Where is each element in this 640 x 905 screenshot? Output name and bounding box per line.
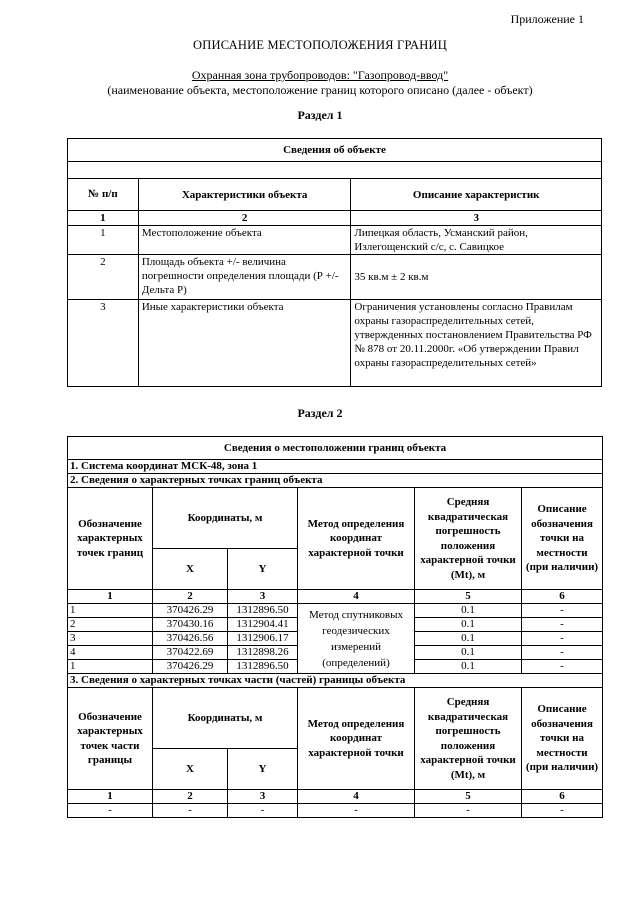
header-x: X [153,549,228,590]
parts-header-method: Метод определения координат характерной точки [298,688,415,790]
parts-header-y: Y [228,749,298,790]
point-y: 1312896.50 [228,604,298,618]
parts-cell: - [415,804,522,818]
table-row [68,804,603,818]
object-info-table-title: Сведения об объекте [68,139,602,162]
header-error: Средняя квадратическая погрешность положения характерной точки (Mt), м [415,488,522,590]
row-name: Местоположение объекта [138,226,351,255]
col-number-4: 4 [298,590,415,604]
parts-cell: - [153,804,228,818]
point-id: 1 [68,660,153,674]
point-x: 370426.29 [153,604,228,618]
header-description: Описание обозначения точки на местности (при наличии) [522,488,603,590]
parts-header-description: Описание обозначения точки на местности (при наличии) [522,688,603,790]
boundary-table-title: Сведения о местоположении границ объекта [68,437,603,460]
point-error: 0.1 [415,632,522,646]
parts-section-title: 3. Сведения о характерных точках части (частей) границы объекта [68,674,603,688]
parts-cell: - [522,804,603,818]
object-name-note: (наименование объекта, местоположение границ которого описано (далее - объект) [107,83,533,97]
method-cell: Метод спутниковых геодезических измерений (определений) [298,604,415,674]
header-designation: Обозначение характерных точек границ [68,488,153,590]
col-number-6: 6 [522,590,603,604]
object-name-text: Охранная зона трубопроводов: "Газопровод-ввод" [191,68,449,82]
parts-cell: - [298,804,415,818]
parts-header-coords: Координаты, м [153,688,298,749]
point-desc: - [522,604,603,618]
row-desc: Липецкая область, Усманский район, Излегощенский с/с, с. Савицкое [351,226,602,255]
row-num: 2 [68,255,139,300]
points-section-title: 2. Сведения о характерных точках границ объекта [68,474,603,488]
row-desc: 35 кв.м ± 2 кв.м [351,255,602,300]
col-number-1: 1 [68,790,153,804]
col-header-characteristics: Характеристики объекта [138,179,351,211]
point-desc: - [522,646,603,660]
col-number-5: 5 [415,590,522,604]
col-number-1: 1 [68,211,139,226]
point-error: 0.1 [415,660,522,674]
header-y: Y [228,549,298,590]
row-name: Иные характеристики объекта [138,300,351,387]
parts-cell: - [228,804,298,818]
point-id: 1 [68,604,153,618]
document-title: ОПИСАНИЕ МЕСТОПОЛОЖЕНИЯ ГРАНИЦ [193,38,447,52]
boundary-table [67,436,603,818]
row-num: 1 [68,226,139,255]
parts-header-x: X [153,749,228,790]
section-1-title: Раздел 1 [297,108,343,122]
object-name [0,68,640,83]
col-header-description: Описание характеристик [351,179,602,211]
parts-header-error: Средняя квадратическая погрешность положения характерной точки (Mt), м [415,688,522,790]
point-desc: - [522,632,603,646]
section-2-title: Раздел 2 [297,406,343,420]
col-number-6: 6 [522,790,603,804]
spacer-row [68,162,602,179]
point-x: 370422.69 [153,646,228,660]
point-error: 0.1 [415,604,522,618]
point-y: 1312906.17 [228,632,298,646]
col-number-5: 5 [415,790,522,804]
col-number-3: 3 [228,790,298,804]
col-number-2: 2 [153,590,228,604]
point-y: 1312904.41 [228,618,298,632]
point-y: 1312898.26 [228,646,298,660]
point-x: 370426.56 [153,632,228,646]
table-row [68,255,602,300]
col-number-3: 3 [351,211,602,226]
table-row [68,226,602,255]
point-id: 2 [68,618,153,632]
coordinate-system: 1. Система координат МСК-48, зона 1 [68,460,603,474]
col-number-3: 3 [228,590,298,604]
row-desc: Ограничения установлены согласно Правилам охраны газораспределительных сетей, утвержденных постановлением Правительства РФ № 878 от 20.11.2000г. «Об утверждении Правил охраны газораспределительных сетей» [351,300,602,387]
row-num: 3 [68,300,139,387]
point-error: 0.1 [415,646,522,660]
point-id: 4 [68,646,153,660]
header-coords: Координаты, м [153,488,298,549]
col-number-2: 2 [138,211,351,226]
point-x: 370426.29 [153,660,228,674]
table-row [68,604,603,618]
point-id: 3 [68,632,153,646]
row-name: Площадь объекта +/- величина погрешности определения площади (Р +/- Дельта Р) [138,255,351,300]
point-y: 1312896.50 [228,660,298,674]
header-method: Метод определения координат характерной точки [298,488,415,590]
col-number-1: 1 [68,590,153,604]
point-x: 370430.16 [153,618,228,632]
object-info-table [67,138,602,387]
point-desc: - [522,660,603,674]
point-desc: - [522,618,603,632]
col-header-num: № п/п [68,179,139,211]
col-number-4: 4 [298,790,415,804]
table-row [68,300,602,387]
col-number-2: 2 [153,790,228,804]
appendix-label: Приложение 1 [510,12,584,26]
parts-cell: - [68,804,153,818]
parts-header-designation: Обозначение характерных точек части границы [68,688,153,790]
point-error: 0.1 [415,618,522,632]
